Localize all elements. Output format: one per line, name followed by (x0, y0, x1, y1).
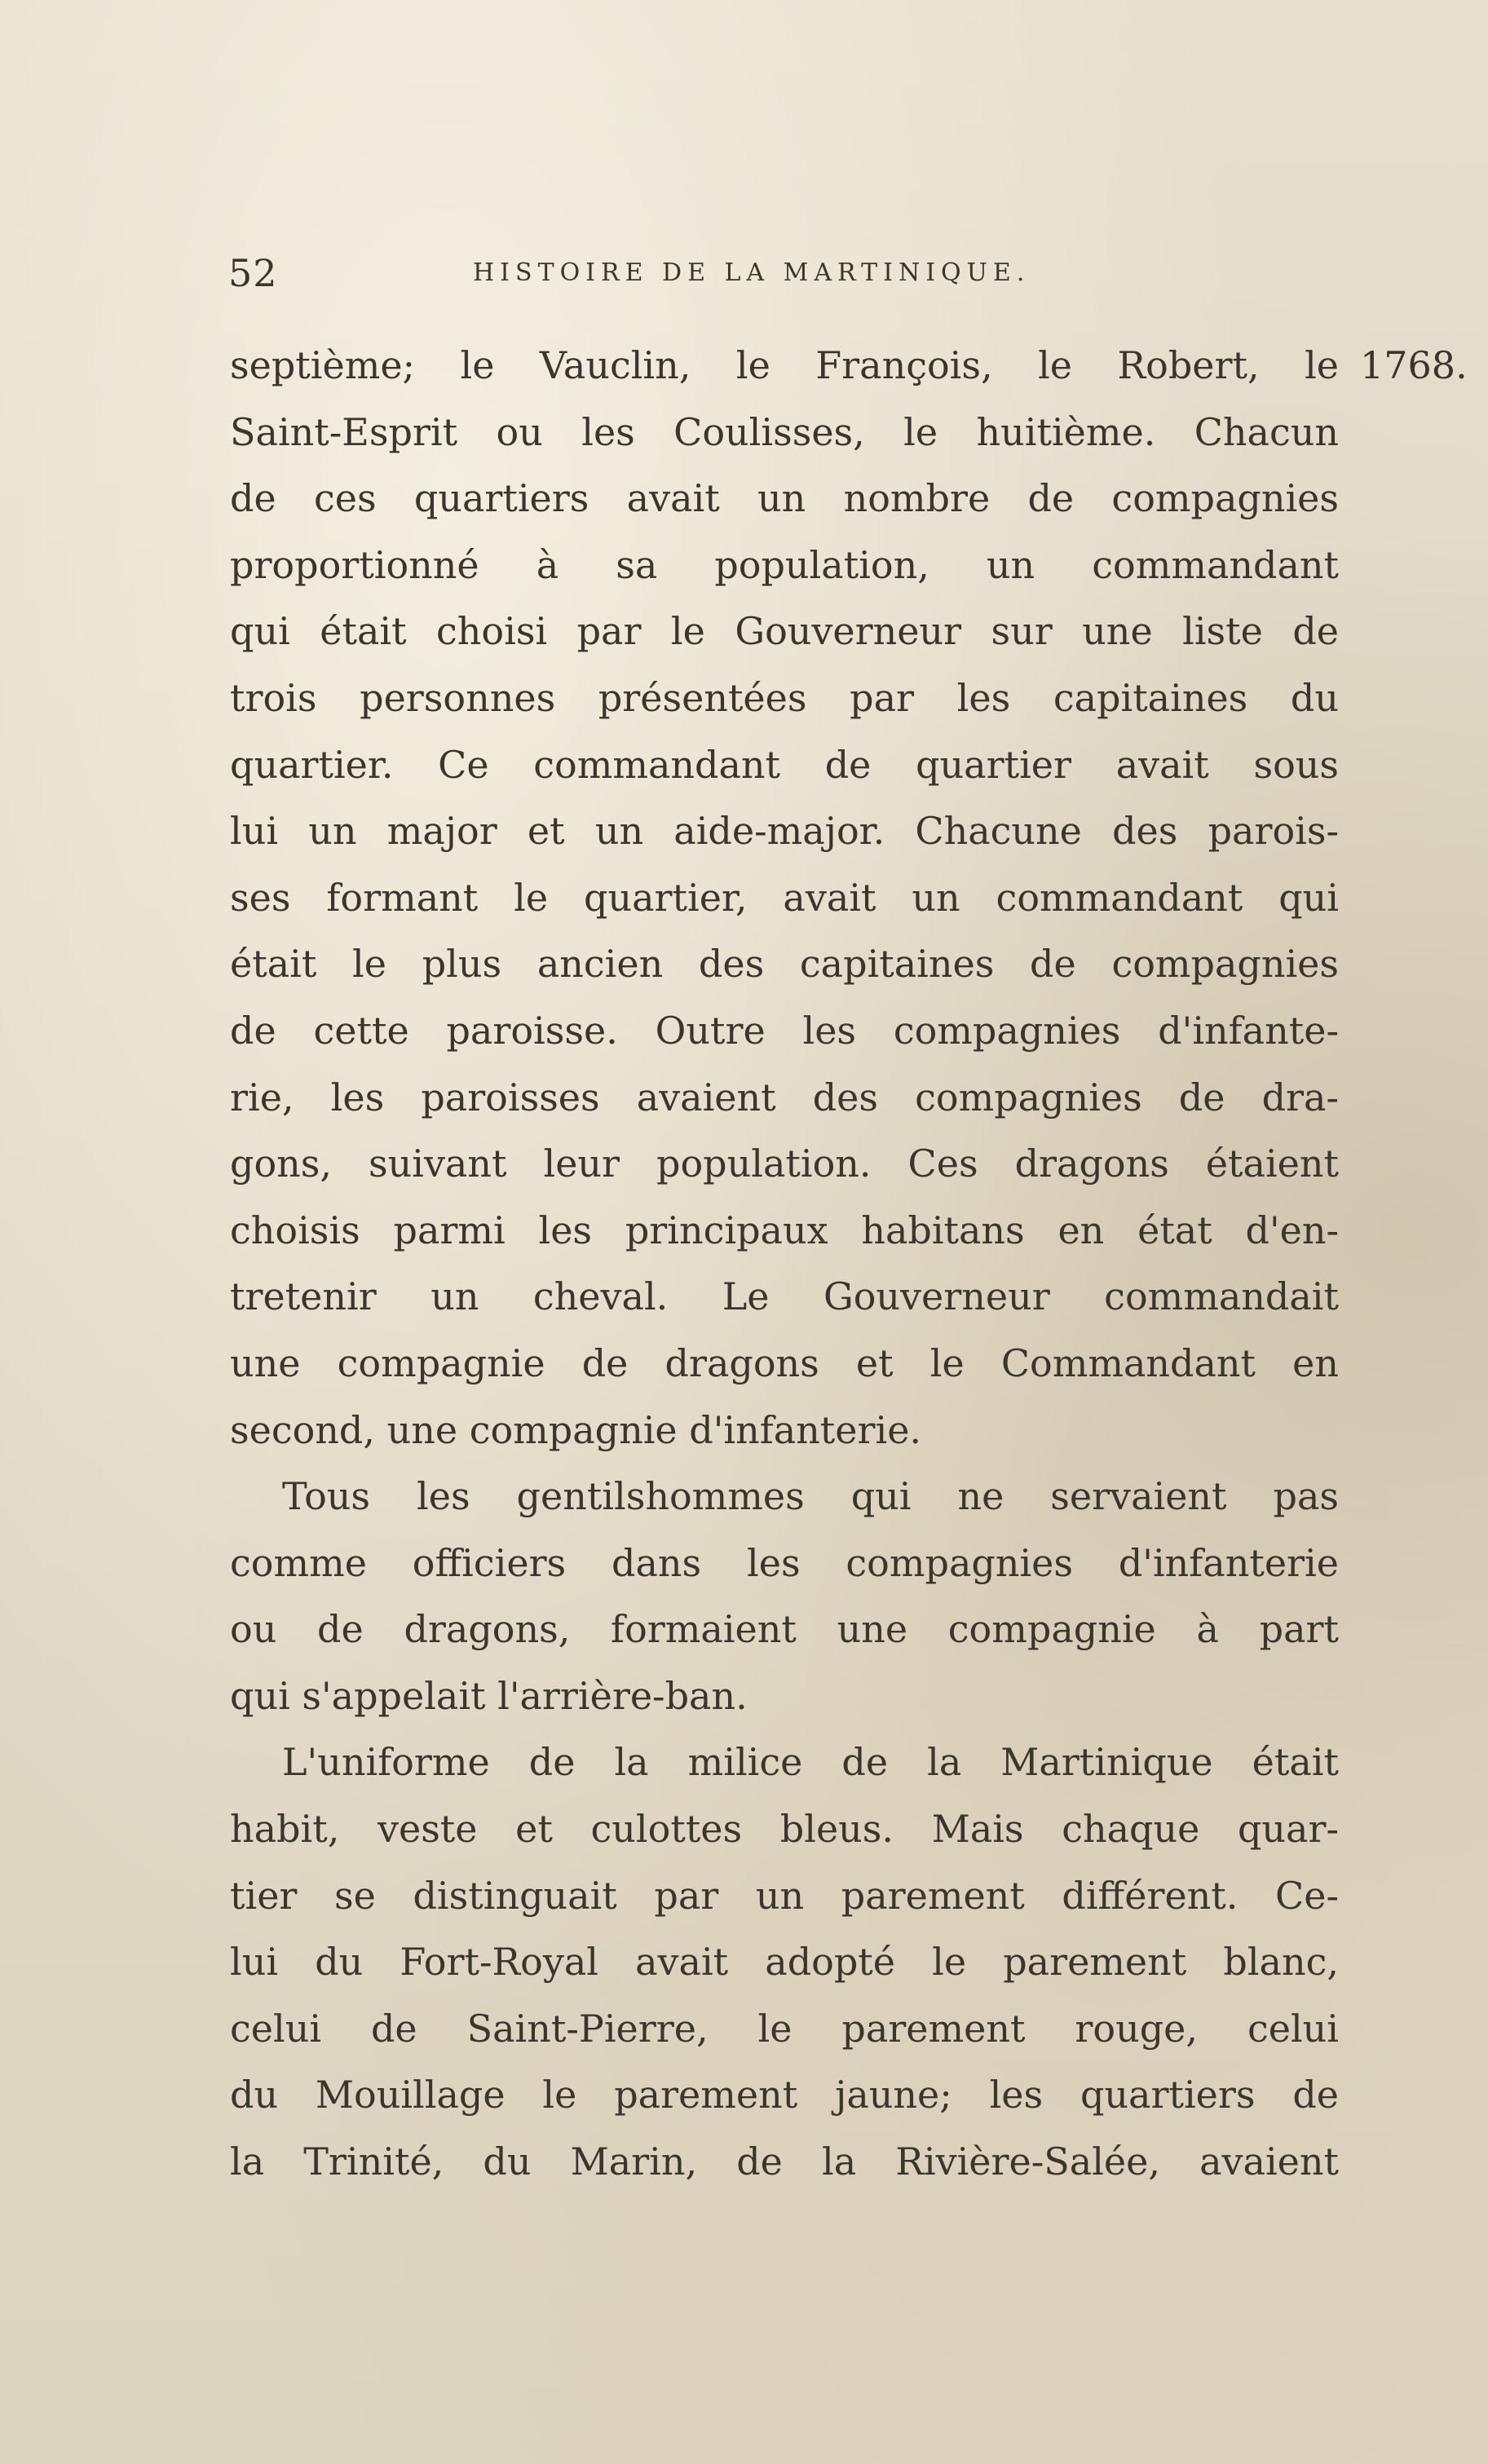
body-text (230, 333, 1339, 2196)
text-line: qui s'appelait l'arrière-ban. (230, 1673, 748, 1718)
text-line: tier se distinguait par un parement différent. Ce- (230, 1873, 1339, 1918)
text-line: habit, veste et culottes bleus. Mais chaque quar- (230, 1807, 1339, 1852)
text-line: choisis parmi les principaux habitans en état d'en- (230, 1208, 1339, 1252)
text-line: lui un major et un aide-major. Chacune des parois- (230, 809, 1339, 854)
text-line: une compagnie de dragons et le Commandant en (230, 1340, 1339, 1385)
text-line: second, une compagnie d'infanterie. (230, 1407, 922, 1452)
text-line: quartier. Ce commandant de quartier avait sous (230, 742, 1339, 787)
text-line: proportionné à sa population, un commandant (230, 542, 1339, 587)
text-line: qui était choisi par le Gouverneur sur une liste de (230, 609, 1339, 654)
running-title: HISTOIRE DE LA MARTINIQUE. (473, 258, 1031, 287)
text-line: Saint-Esprit ou les Coulisses, le huitième. Chacun (230, 409, 1339, 454)
text-line: gons, suivant leur population. Ces dragons étaient (230, 1141, 1339, 1186)
text-line: la Trinité, du Marin, de la Rivière-Salée, avaient (230, 2139, 1339, 2184)
text-line: du Mouillage le parement jaune; les quartiers de (230, 2073, 1339, 2117)
text-line: septième; le Vauclin, le François, le Robert, le (230, 343, 1339, 387)
text-line: de cette paroisse. Outre les compagnies d'infante- (230, 1008, 1339, 1053)
text-line: tretenir un cheval. Le Gouverneur commandait (230, 1274, 1339, 1319)
text-line: Tous les gentilshommes qui ne servaient pas (282, 1474, 1339, 1519)
text-line: lui du Fort-Royal avait adopté le parement blanc, (230, 1940, 1339, 1985)
margin-year-note: 1768. (1360, 343, 1468, 387)
page-header (228, 245, 1093, 302)
text-line: trois personnes présentées par les capitaines du (230, 675, 1339, 720)
text-line: était le plus ancien des capitaines de compagnies (230, 942, 1339, 987)
text-line: ses formant le quartier, avait un commandant qui (230, 875, 1339, 920)
page-number: 52 (228, 251, 278, 295)
text-line: de ces quartiers avait un nombre de compagnies (230, 476, 1339, 521)
text-line: rie, les paroisses avaient des compagnies de dra- (230, 1075, 1339, 1119)
text-line: comme officiers dans les compagnies d'infanterie (230, 1540, 1339, 1585)
text-line: ou de dragons, formaient une compagnie à part (230, 1607, 1339, 1652)
text-line: celui de Saint-Pierre, le parement rouge, celui (230, 2006, 1339, 2051)
text-line: L'uniforme de la milice de la Martinique était (282, 1740, 1339, 1785)
